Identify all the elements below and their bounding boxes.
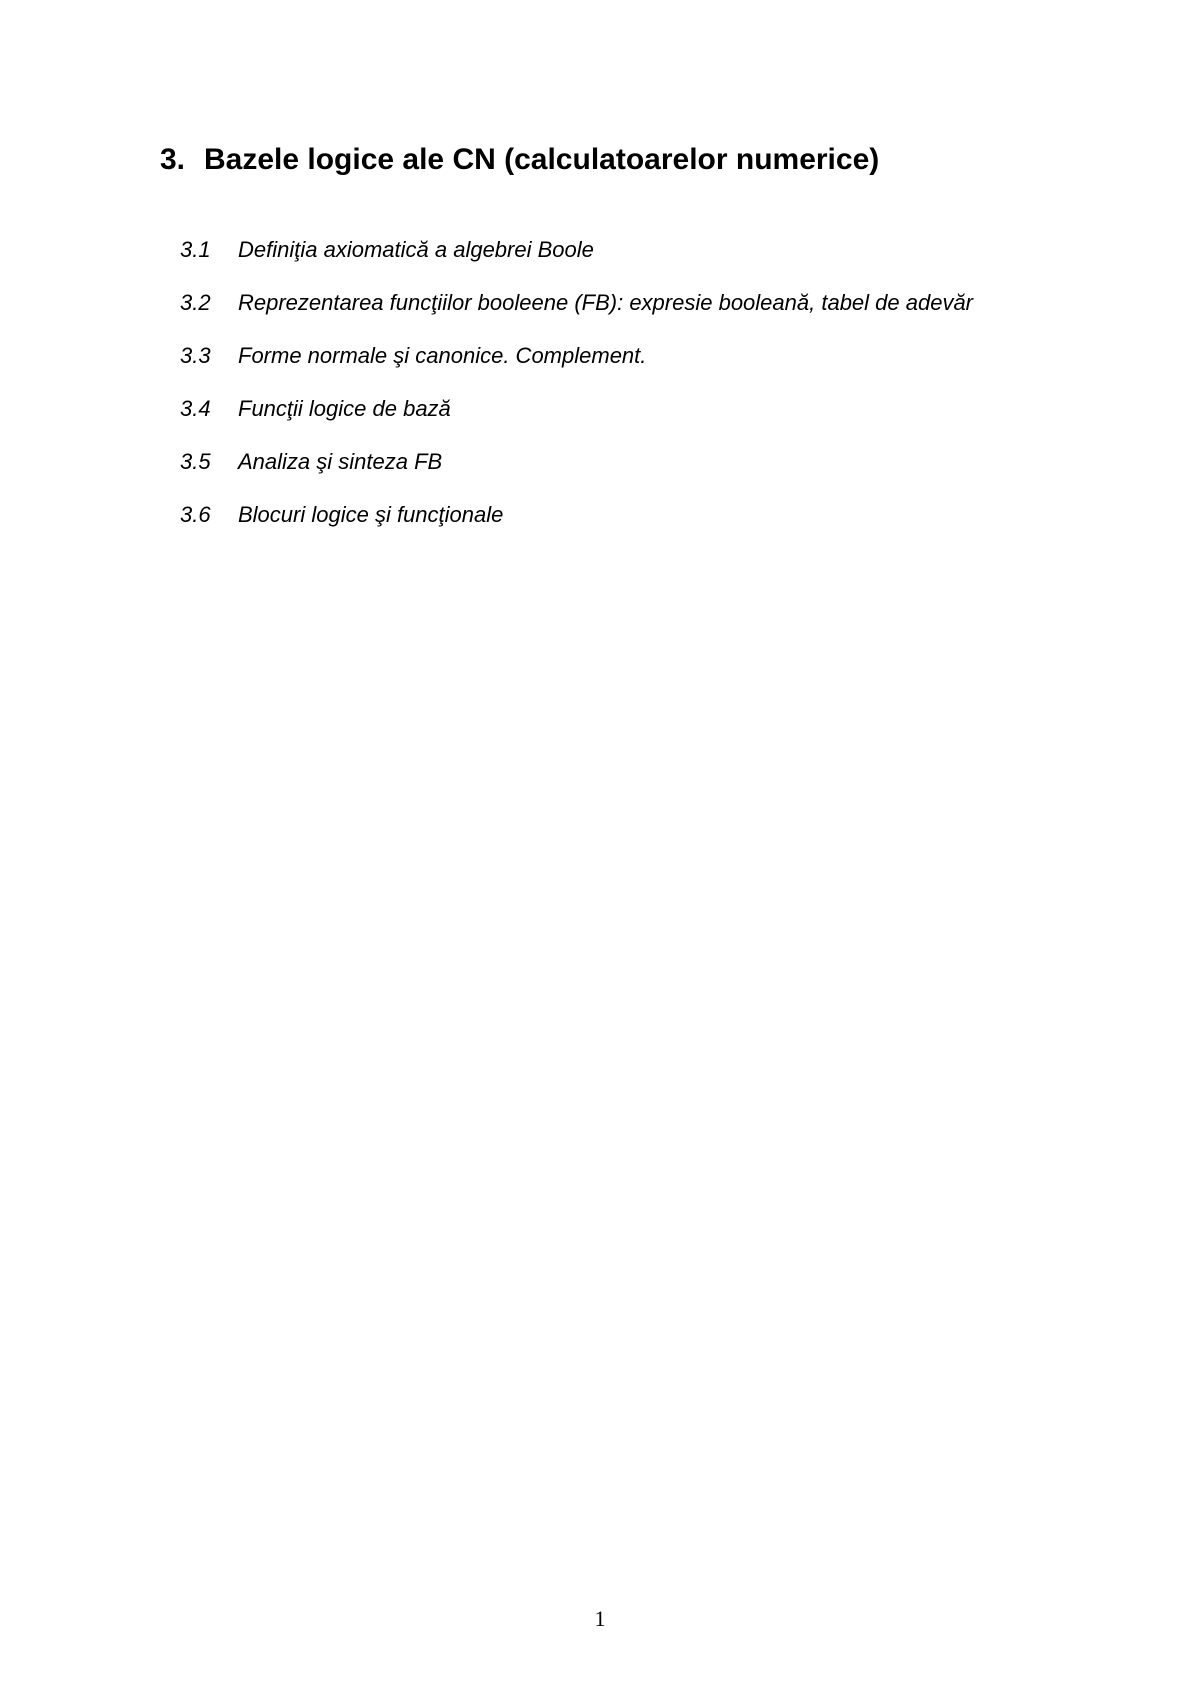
section-item [180, 448, 1000, 476]
section-title: Definiţia axiomatică a algebrei Boole [238, 237, 594, 262]
section-item [180, 289, 1000, 317]
section-number: 3.6 [180, 502, 211, 527]
chapter-title: Bazele logice ale CN (calculatoarelor numerice) [204, 143, 880, 176]
section-title: Forme normale şi canonice. Complement. [238, 343, 647, 368]
section-title: Blocuri logice şi funcţionale [238, 502, 504, 527]
section-number: 3.5 [180, 449, 211, 474]
page-number: 1 [594, 1606, 606, 1631]
section-list [180, 236, 1000, 554]
section-title: Funcţii logice de bază [238, 396, 451, 421]
section-item [180, 395, 1000, 423]
chapter-heading [160, 142, 879, 178]
section-item [180, 501, 1000, 529]
section-title: Reprezentarea funcţiilor booleene (FB): expresie booleană, tabel de adevăr [238, 290, 974, 315]
section-title: Analiza şi sinteza FB [238, 449, 443, 474]
section-number: 3.4 [180, 396, 211, 421]
section-item [180, 342, 1000, 370]
chapter-number: 3. [160, 143, 186, 176]
section-number: 3.3 [180, 343, 211, 368]
section-item [180, 236, 1000, 264]
section-number: 3.2 [180, 290, 211, 315]
section-number: 3.1 [180, 237, 211, 262]
